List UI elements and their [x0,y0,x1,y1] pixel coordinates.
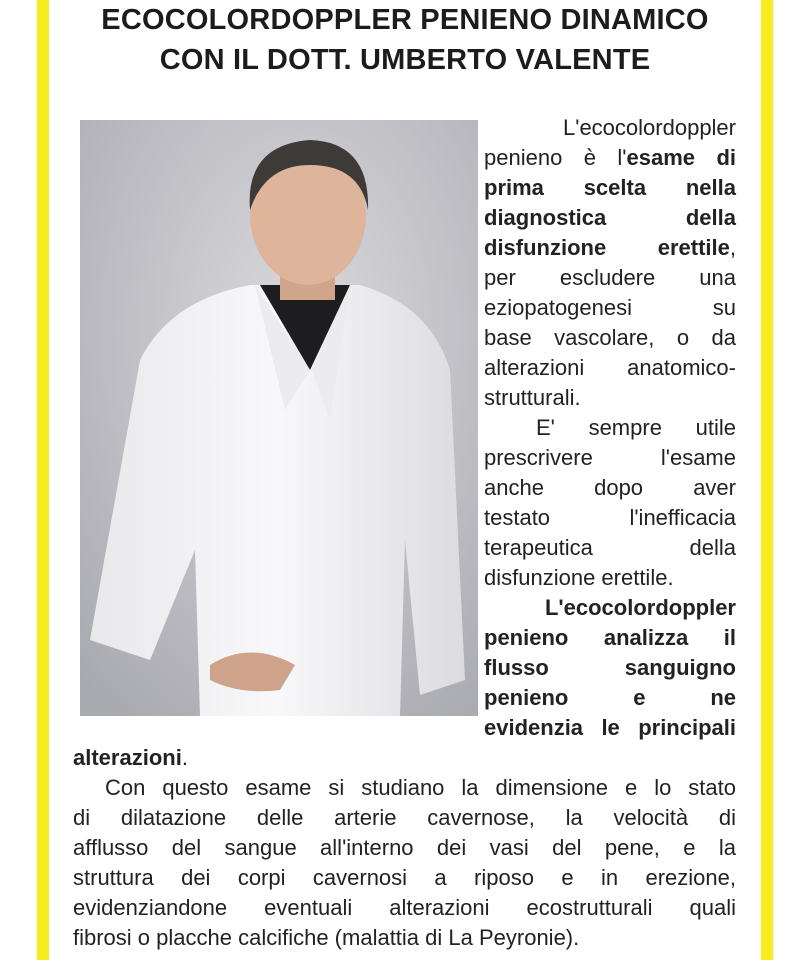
text-line [484,263,736,293]
text: prescrivere l'esame [484,445,736,470]
text-line [73,863,736,893]
bold-text: disfunzione erettile [484,235,730,260]
doctor-photo [80,120,478,716]
text: . [181,745,188,770]
bold-text: flusso sanguigno [484,655,736,680]
text: afflusso del sangue all'interno dei vasi del pene, e la [73,835,736,860]
text-line [73,803,736,833]
bold-text: penieno e ne [484,685,736,710]
text-line [484,353,736,383]
bold-text: diagnostica della [484,205,736,230]
text-line [536,113,736,143]
text: eziopatogenesi su [484,295,736,320]
text: alterazioni anatomico- [484,355,736,380]
text-line [105,773,736,803]
text-line [73,893,736,923]
bold-text: evidenzia le principali [484,715,736,740]
text: per escludere una [484,265,736,290]
text-line [536,413,736,443]
bold-text: L'ecocolordoppler [544,595,736,620]
bold-text: esame di [626,145,736,170]
bold-text: penieno analizza il [484,625,736,650]
text: disfunzione erettile. [484,565,674,590]
text: testato l'inefficacia [484,505,736,530]
yellow-border-left [37,0,49,960]
text: evidenziandone eventuali alterazioni ecostrutturali quali [73,895,736,920]
text-line [484,713,736,743]
text-line [484,533,736,563]
text: anche dopo aver [484,475,736,500]
text-line [484,623,736,653]
text-line [536,593,736,623]
text-line [484,563,736,593]
text: strutturali. [484,385,581,410]
bold-text: alterazioni [73,745,182,770]
text-line [484,173,736,203]
text: E' sempre utile [536,415,736,440]
text-line [484,323,736,353]
text-line [484,683,736,713]
yellow-border-right [761,0,773,960]
text-line [484,503,736,533]
text-line [73,743,736,773]
text: struttura dei corpi cavernosi a riposo e in erezione, [73,865,736,890]
text-line [484,383,736,413]
text-line [484,233,736,263]
text-line [484,203,736,233]
text: terapeutica della [484,535,736,560]
text-line [484,443,736,473]
text: , [729,235,736,260]
text-line [484,293,736,323]
text-line [73,923,736,953]
text: L'ecocolordoppler [563,115,736,140]
text: di dilatazione delle arterie cavernose, la velocità di [73,805,736,830]
text: base vascolare, o da [484,325,736,350]
text-line [484,473,736,503]
text: fibrosi o placche calcifiche (malattia di La Peyronie). [73,925,580,950]
text: Con questo esame si studiano la dimensione e lo stato [105,775,736,800]
article-title-line-2: CON IL DOTT. UMBERTO VALENTE [159,44,651,76]
text-line [73,833,736,863]
text-line [484,653,736,683]
text: penieno è l' [484,145,627,170]
article-title-line-1: ECOCOLORDOPPLER PENIENO DINAMICO [101,4,709,36]
text-line [484,143,736,173]
bold-text: prima scelta nella [484,175,736,200]
